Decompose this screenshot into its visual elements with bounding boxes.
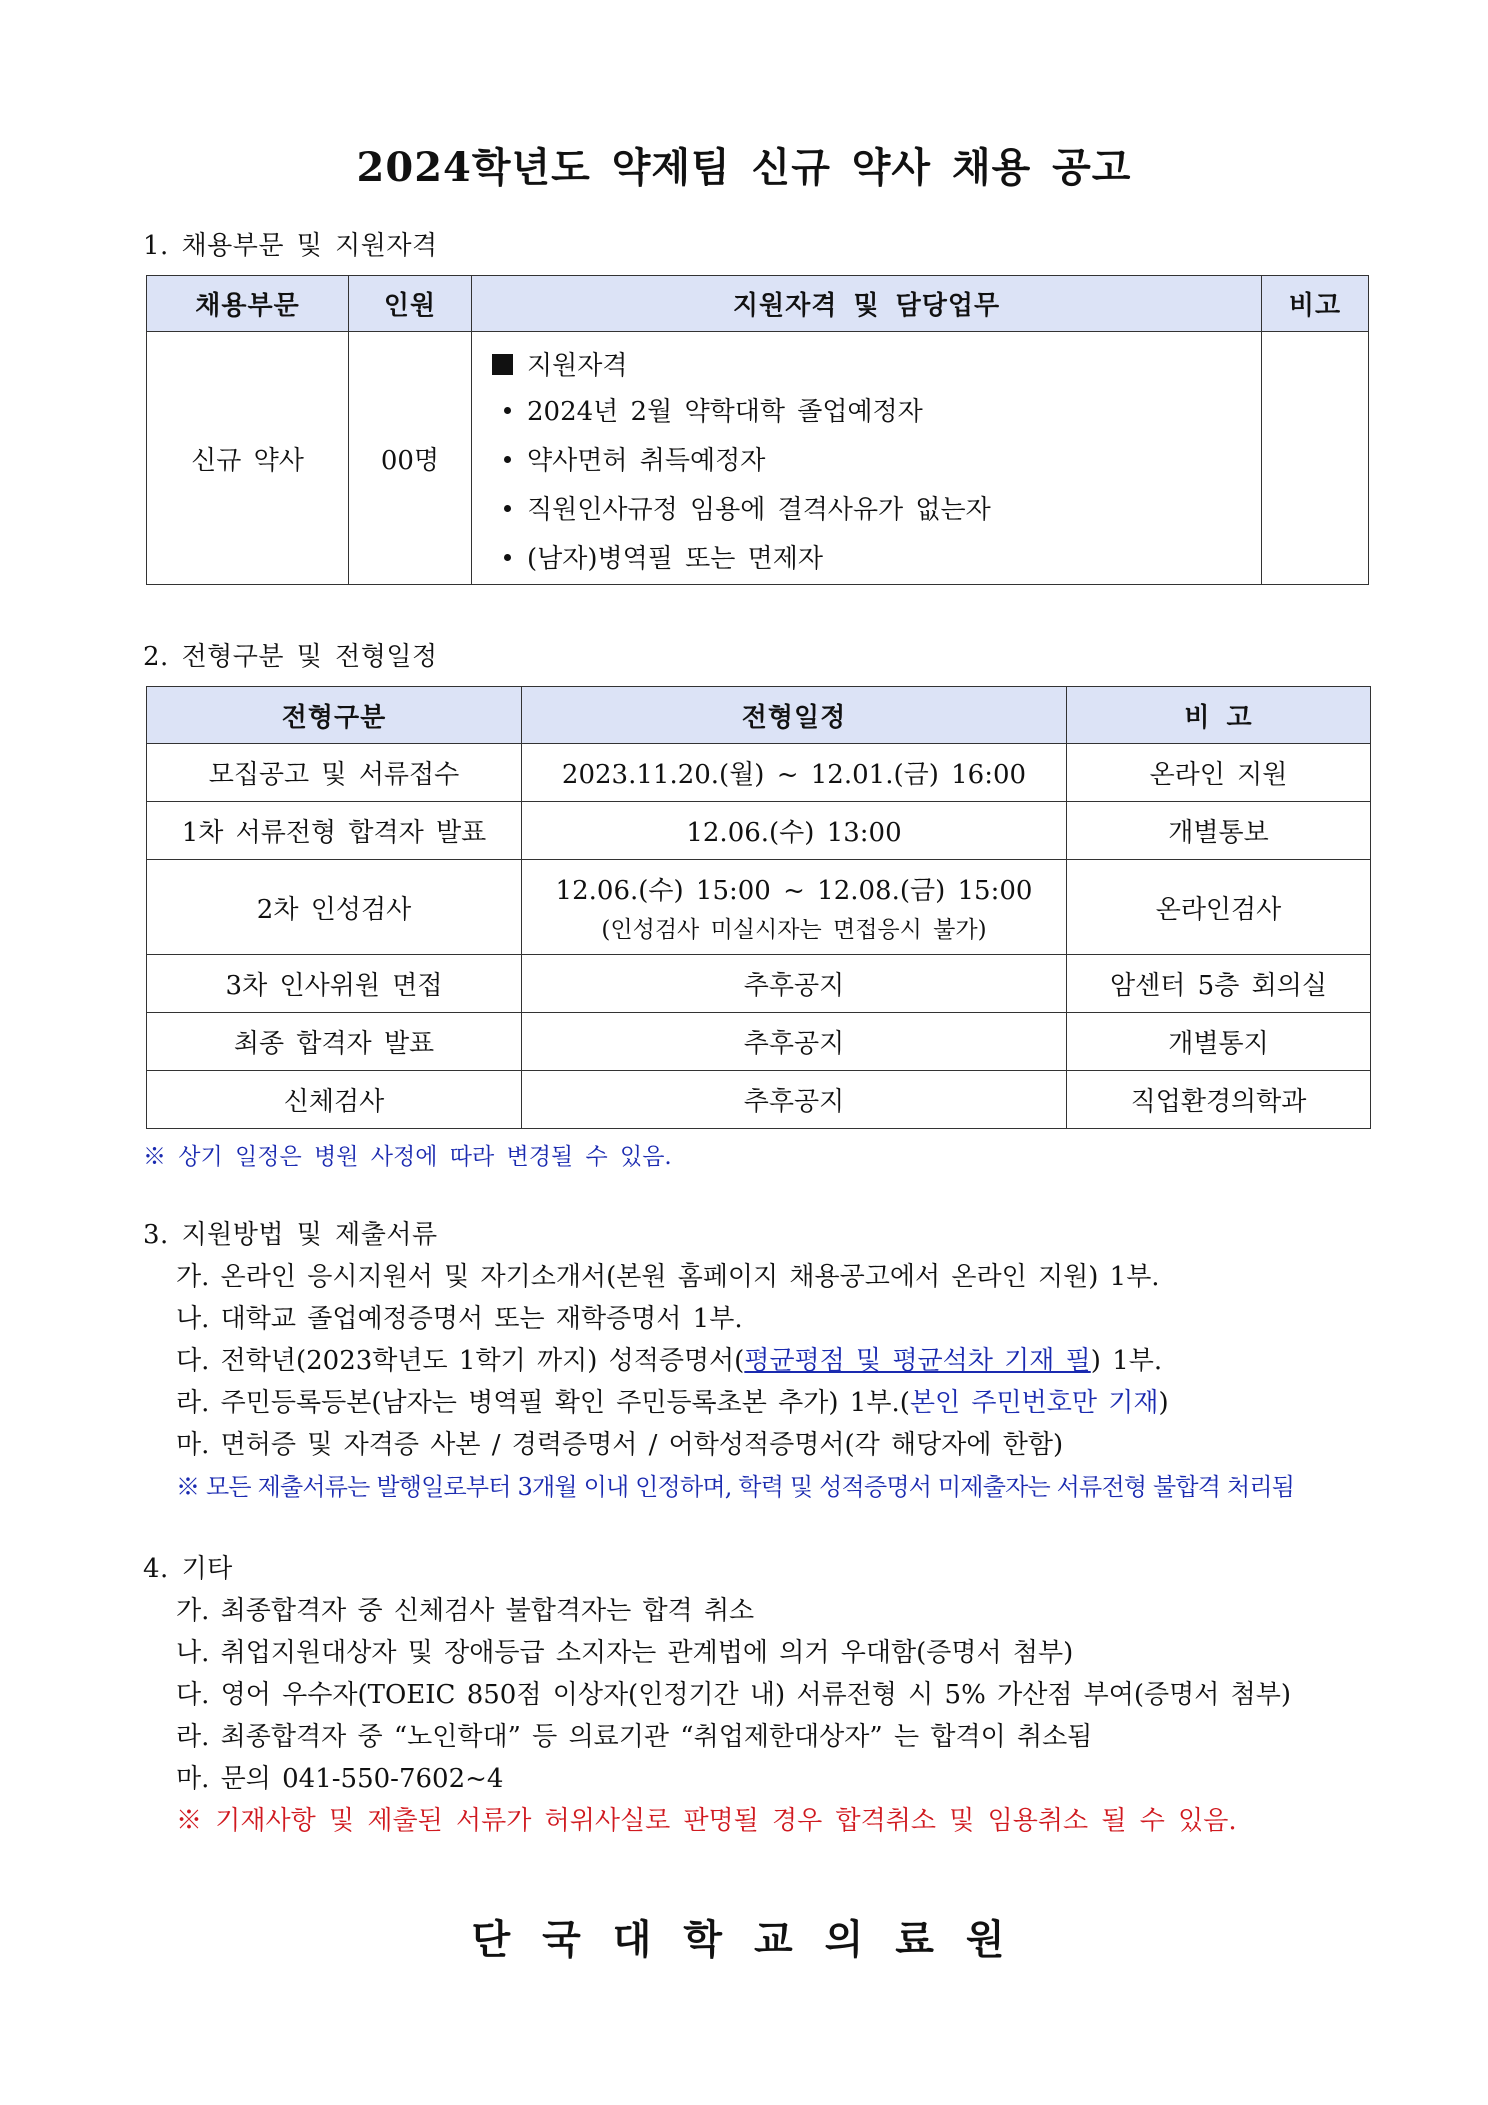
header-remark: 비 고 xyxy=(1067,687,1371,744)
highlight-text: 평균평점 및 평균석차 기재 필 xyxy=(744,1346,1091,1376)
qualification-text: (남자)병역필 또는 면제자 xyxy=(527,544,823,574)
remark-cell: 개별통보 xyxy=(1067,802,1371,860)
stage-cell: 모집공고 및 서류접수 xyxy=(147,744,522,802)
header-count: 인원 xyxy=(349,276,472,332)
warning-notice: ※ 기재사항 및 제출된 서류가 허위사실로 판명될 경우 합격취소 및 임용취소 될 수 있음. xyxy=(176,1806,1237,1836)
etc-item: 나. 취업지원대상자 및 장애등급 소지자는 관계법에 의거 우대함(증명서 첨부) xyxy=(176,1638,1074,1668)
schedule-row xyxy=(147,1071,1371,1129)
document-item-text: 라. 주민등록등본(남자는 병역필 확인 주민등록초본 추가) 1부.( xyxy=(176,1388,910,1418)
qualification-cell xyxy=(472,332,1262,585)
header-stage: 전형구분 xyxy=(147,687,522,744)
schedule-cell: 추후공지 xyxy=(522,1071,1067,1129)
qualification-table xyxy=(146,275,1369,585)
schedule-row xyxy=(147,1013,1371,1071)
bullet-icon xyxy=(504,407,511,414)
section2-heading: 2. 전형구분 및 전형일정 xyxy=(143,642,438,672)
document-item: 마. 면허증 및 자격증 사본 / 경력증명서 / 어학성적증명서(각 해당자에 한함) xyxy=(176,1430,1064,1460)
header-schedule: 전형일정 xyxy=(522,687,1067,744)
qualification-item xyxy=(492,486,1261,535)
schedule-cell: 추후공지 xyxy=(522,955,1067,1013)
qualification-item xyxy=(492,388,1261,437)
remark-cell: 개별통지 xyxy=(1067,1013,1371,1071)
bullet-icon xyxy=(504,505,511,512)
qualification-heading xyxy=(492,344,1261,388)
remark-cell xyxy=(1262,332,1369,585)
section3-heading: 3. 지원방법 및 제출서류 xyxy=(143,1220,438,1250)
department-cell: 신규 약사 xyxy=(147,332,349,585)
document-notice: ※ 모든 제출서류는 발행일로부터 3개월 이내 인정하며, 학력 및 성적증명서 미제출자는 서류전형 불합격 처리됨 xyxy=(176,1473,1295,1501)
remark-cell: 온라인 지원 xyxy=(1067,744,1371,802)
qualification-item xyxy=(492,437,1261,486)
etc-item: 다. 영어 우수자(TOEIC 850점 이상자(인정기간 내) 서류전형 시 5% 가산점 부여(증명서 첨부) xyxy=(176,1680,1292,1710)
schedule-cell: 12.06.(수) 13:00 xyxy=(522,802,1067,860)
bullet-icon xyxy=(504,456,511,463)
bullet-icon xyxy=(504,554,511,561)
remark-cell: 온라인검사 xyxy=(1067,860,1371,955)
remark-cell: 암센터 5층 회의실 xyxy=(1067,955,1371,1013)
document-item: 가. 온라인 응시지원서 및 자기소개서(본원 홈페이지 채용공고에서 온라인 지원) 1부. xyxy=(176,1262,1160,1292)
qualification-title: 지원자격 xyxy=(527,351,628,381)
stage-cell: 신체검사 xyxy=(147,1071,522,1129)
etc-item: 마. 문의 041-550-7602~4 xyxy=(176,1764,504,1794)
qualification-text: 2024년 2월 약학대학 졸업예정자 xyxy=(527,397,923,427)
schedule-notice: ※ 상기 일정은 병원 사정에 따라 변경될 수 있음. xyxy=(143,1144,672,1170)
remark-cell: 직업환경의학과 xyxy=(1067,1071,1371,1129)
schedule-table xyxy=(146,686,1371,1129)
schedule-row xyxy=(147,744,1371,802)
document-item xyxy=(176,1382,1169,1419)
section4-heading: 4. 기타 xyxy=(143,1554,233,1584)
schedule-cell: 추후공지 xyxy=(522,1013,1067,1071)
etc-item: 가. 최종합격자 중 신체검사 불합격자는 합격 취소 xyxy=(176,1596,755,1626)
document-item-text: ) 1부. xyxy=(1090,1346,1163,1376)
etc-item: 라. 최종합격자 중 “노인학대” 등 의료기관 “취업제한대상자” 는 합격이 취소됨 xyxy=(176,1722,1093,1752)
document-item: 나. 대학교 졸업예정증명서 또는 재학증명서 1부. xyxy=(176,1304,743,1334)
schedule-cell: 2023.11.20.(월) ~ 12.01.(금) 16:00 xyxy=(522,744,1067,802)
qualification-row xyxy=(147,332,1369,585)
header-remark: 비고 xyxy=(1262,276,1369,332)
document-item xyxy=(176,1340,1162,1377)
schedule-note: (인성검사 미실시자는 면접응시 불가) xyxy=(601,917,987,943)
square-bullet-icon xyxy=(492,354,513,375)
stage-cell: 1차 서류전형 합격자 발표 xyxy=(147,802,522,860)
organization-name: 단국대학교의료원 xyxy=(471,1916,1037,1963)
header-department: 채용부문 xyxy=(147,276,349,332)
schedule-text: 12.06.(수) 15:00 ~ 12.08.(금) 15:00 xyxy=(555,876,1033,906)
document-item-text: ) xyxy=(1158,1388,1169,1418)
header-qualification: 지원자격 및 담당업무 xyxy=(472,276,1262,332)
document-item-text: 다. 전학년(2023학년도 1학기 까지) 성적증명서( xyxy=(176,1346,745,1376)
schedule-row xyxy=(147,860,1371,955)
stage-cell: 3차 인사위원 면접 xyxy=(147,955,522,1013)
page-title: 2024학년도 약제팀 신규 약사 채용 공고 xyxy=(356,144,1132,191)
stage-cell: 최종 합격자 발표 xyxy=(147,1013,522,1071)
count-cell: 00명 xyxy=(349,332,472,585)
schedule-row xyxy=(147,802,1371,860)
section1-heading: 1. 채용부문 및 지원자격 xyxy=(143,231,438,261)
qualification-table-header xyxy=(147,276,1369,332)
schedule-cell xyxy=(522,860,1067,955)
schedule-table-header xyxy=(147,687,1371,744)
qualification-text: 약사면허 취득예정자 xyxy=(527,446,766,476)
qualification-text: 직원인사규정 임용에 결격사유가 없는자 xyxy=(527,495,991,525)
qualification-item xyxy=(492,535,1261,584)
highlight-text: 본인 주민번호만 기재 xyxy=(909,1388,1159,1418)
schedule-row xyxy=(147,955,1371,1013)
stage-cell: 2차 인성검사 xyxy=(147,860,522,955)
